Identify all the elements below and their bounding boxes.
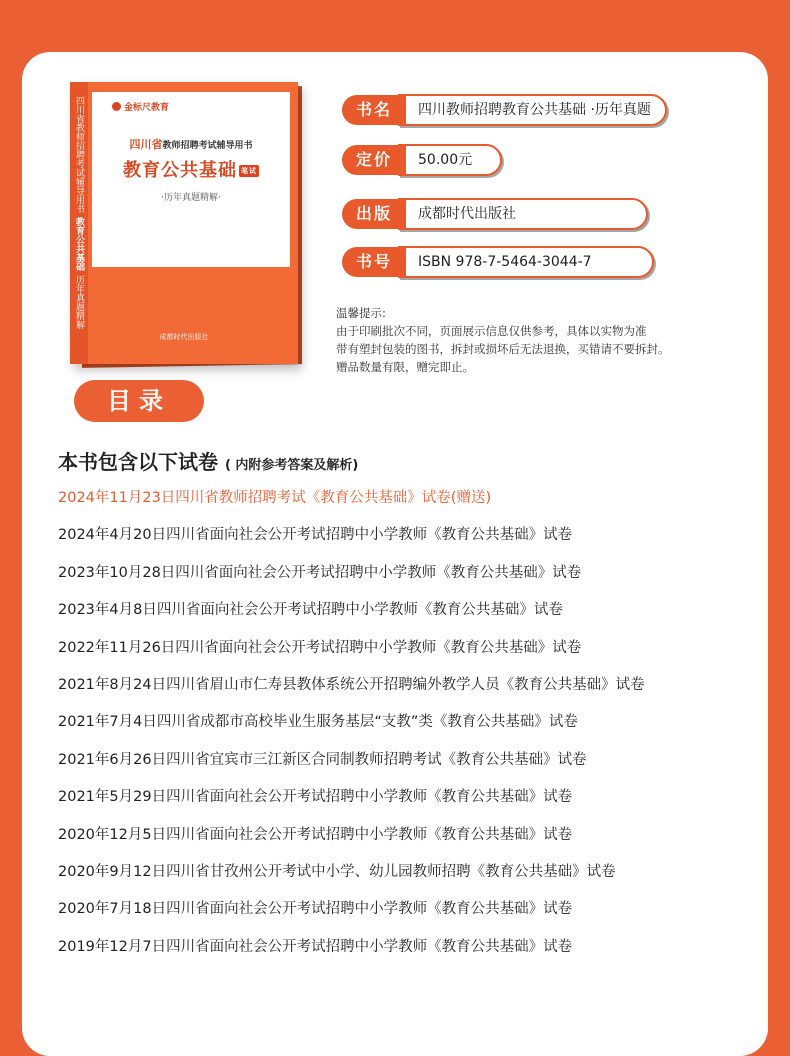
info-row-publisher <box>342 199 648 229</box>
info-value: ISBN 978-7-5464-3044-7 <box>398 246 654 278</box>
book-front-panel <box>92 92 290 267</box>
info-row-isbn <box>342 247 654 277</box>
info-value: 50.00元 <box>398 144 502 176</box>
info-label: 书名 <box>342 95 406 125</box>
list-item: 2022年11月26日四川省面向社会公开考试招聘中小学教师《教育公共基础》试卷 <box>58 639 582 656</box>
book-subtitle: ·历年真题精解· <box>161 193 221 203</box>
book-logo <box>112 100 169 113</box>
section-heading-note: ( 内附参考答案及解析) <box>224 458 359 473</box>
book-title-text: 教育公共基础 <box>123 160 237 181</box>
section-heading-main: 本书包含以下试卷 <box>58 450 218 474</box>
book-logo-text: 金标尺教育 <box>124 103 170 113</box>
book-series-province: 四川省 <box>129 138 163 151</box>
toc-label: 目录 <box>74 380 204 422</box>
info-value: 四川教师招聘教育公共基础 ·历年真题 <box>398 94 667 126</box>
book-series <box>92 136 290 152</box>
book-spine-title: 教育公共基础 <box>74 217 84 271</box>
book-author: 金标尺教育 ○ 编著 <box>154 247 214 255</box>
list-item: 2024年11月23日四川省教师招聘考试《教育公共基础》试卷(赠送) <box>58 490 492 506</box>
list-item: 2021年6月26日四川省宜宾市三江新区合同制教师招聘考试《教育公共基础》试卷 <box>58 751 587 768</box>
list-item: 2023年4月8日四川省面向社会公开考试招聘中小学教师《教育公共基础》试卷 <box>58 602 563 619</box>
info-label: 出版 <box>342 199 406 229</box>
book-title <box>92 156 290 182</box>
section-heading <box>58 446 358 475</box>
list-item: 2021年8月24日四川省眉山市仁寿县教体系统公开招聘编外教学人员《教育公共基础》试卷 <box>58 676 645 693</box>
book-spine <box>70 82 88 364</box>
info-row-price <box>342 145 502 175</box>
notice-line: 带有塑封包装的图书，拆封或损坏后无法退换，买错请不要拆封。 <box>336 342 670 356</box>
list-item: 2024年4月20日四川省面向社会公开考试招聘中小学教师《教育公共基础》试卷 <box>58 527 573 544</box>
list-item: 2021年7月4日四川省成都市高校毕业生服务基层“支教”类《教育公共基础》试卷 <box>58 714 578 731</box>
book-series-text: 教师招聘考试辅导用书 <box>162 141 253 151</box>
list-item: 2019年12月7日四川省面向社会公开考试招聘中小学教师《教育公共基础》试卷 <box>58 938 573 955</box>
list-item: 2020年9月12日四川省甘孜州公开考试中小学、幼儿园教师招聘《教育公共基础》试卷 <box>58 863 616 880</box>
logo-icon <box>112 102 121 111</box>
book-badge: 笔试 <box>241 167 257 175</box>
book-spine-sub: 历年真题精解 <box>74 275 84 329</box>
notice-line: 由于印刷批次不同，页面展示信息仅供参考，具体以实物为准 <box>336 324 647 338</box>
exam-list <box>58 486 758 972</box>
notice-title: 温馨提示: <box>336 306 386 320</box>
book-publisher: 成都时代出版社 <box>159 333 209 341</box>
book-spine-series: 四川省教师招聘考试辅导用书 <box>74 96 84 213</box>
info-row-title <box>342 95 667 125</box>
book-cover-image <box>70 82 298 364</box>
notice-line: 赠品数量有限，赠完即止。 <box>336 360 474 374</box>
list-item: 2021年5月29日四川省面向社会公开考试招聘中小学教师《教育公共基础》试卷 <box>58 789 573 806</box>
list-item: 2020年12月5日四川省面向社会公开考试招聘中小学教师《教育公共基础》试卷 <box>58 826 573 843</box>
info-label: 书号 <box>342 247 406 277</box>
list-item: 2020年7月18日四川省面向社会公开考试招聘中小学教师《教育公共基础》试卷 <box>58 901 573 918</box>
info-value: 成都时代出版社 <box>398 198 648 230</box>
info-label: 定价 <box>342 145 406 175</box>
notice <box>336 304 756 376</box>
list-item: 2023年10月28日四川省面向社会公开考试招聘中小学教师《教育公共基础》试卷 <box>58 564 582 581</box>
